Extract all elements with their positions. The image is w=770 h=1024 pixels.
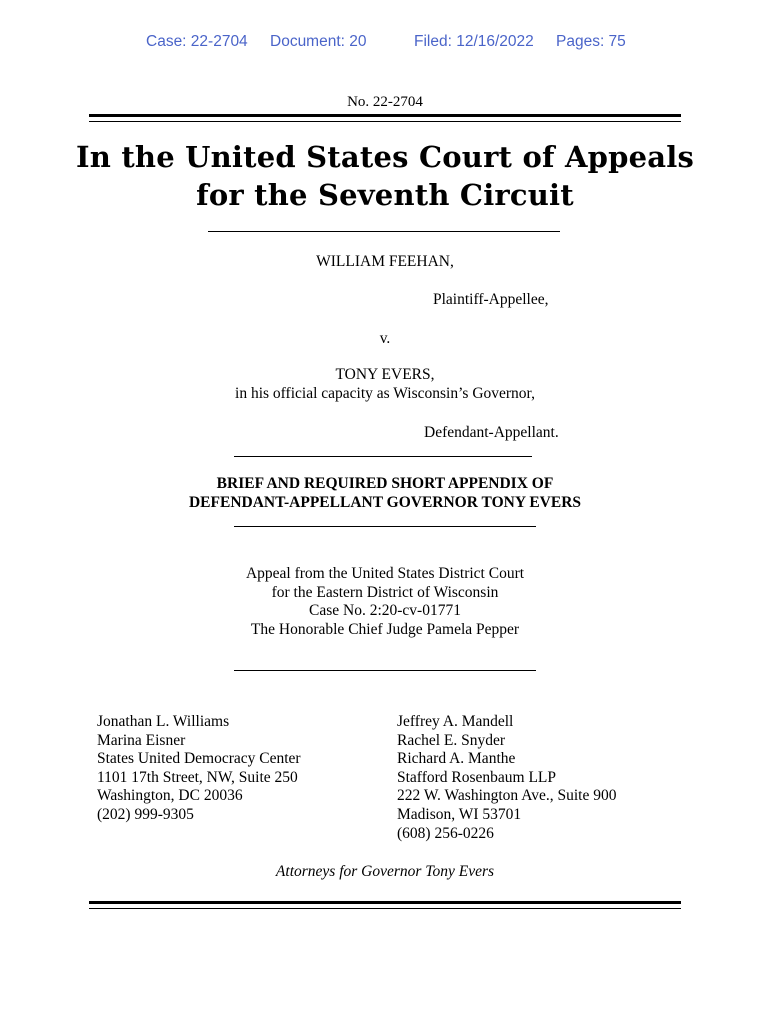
appeal-information	[0, 565, 770, 639]
divider-line	[234, 670, 536, 671]
counsel-block-right	[397, 713, 617, 843]
defendant-role: Defendant-Appellant.	[424, 424, 559, 441]
court-heading	[0, 138, 770, 214]
divider-line	[234, 526, 536, 527]
plaintiff-role: Plaintiff-Appellee,	[433, 291, 549, 308]
counsel-line: 222 W. Washington Ave., Suite 900	[397, 787, 617, 805]
counsel-line: (608) 256-0226	[397, 824, 494, 842]
counsel-line: Rachel E. Snyder	[397, 731, 506, 749]
counsel-line: 1101 17th Street, NW, Suite 250	[97, 768, 298, 786]
counsel-line: Madison, WI 53701	[397, 805, 522, 823]
counsel-line: (202) 999-9305	[97, 805, 194, 823]
versus-label: v.	[379, 330, 391, 347]
bottom-double-rule	[89, 901, 681, 909]
appeal-line-3: Case No. 2:20-cv-01771	[309, 602, 461, 619]
counsel-line: Jonathan L. Williams	[97, 713, 230, 730]
defendant-name: TONY EVERS,	[335, 366, 435, 383]
divider-line	[234, 456, 532, 457]
counsel-line: Richard A. Manthe	[397, 750, 516, 768]
brief-title-line-2: DEFENDANT-APPELLANT GOVERNOR TONY EVERS	[188, 494, 582, 511]
stamp-document-number: Document: 20	[270, 33, 367, 50]
attorneys-for-label: Attorneys for Governor Tony Evers	[275, 863, 495, 880]
plaintiff-name: WILLIAM FEEHAN,	[316, 253, 454, 270]
counsel-line: Jeffrey A. Mandell	[397, 713, 514, 730]
appeal-line-4: The Honorable Chief Judge Pamela Pepper	[250, 620, 520, 638]
counsel-line: Stafford Rosenbaum LLP	[397, 768, 557, 786]
court-heading-line-2: for the Seventh Circuit	[196, 178, 574, 212]
stamp-page-count: Pages: 75	[556, 33, 626, 50]
stamp-filed-date: Filed: 12/16/2022	[414, 33, 534, 50]
appeal-line-2: for the Eastern District of Wisconsin	[271, 583, 499, 601]
court-heading-line-1: In the United States Court of Appeals	[75, 140, 694, 174]
docket-number: No. 22-2704	[347, 94, 423, 110]
stamp-case-number: Case: 22-2704	[146, 33, 248, 50]
top-double-rule	[89, 114, 681, 122]
brief-title	[0, 474, 770, 512]
counsel-line: States United Democracy Center	[97, 750, 301, 768]
divider-line	[208, 231, 560, 232]
counsel-block-left	[97, 713, 301, 825]
counsel-line: Marina Eisner	[97, 731, 186, 749]
court-filing-stamp	[0, 33, 770, 53]
brief-title-line-1: BRIEF AND REQUIRED SHORT APPENDIX OF	[216, 475, 554, 492]
defendant-capacity: in his official capacity as Wisconsin’s Governor,	[235, 385, 535, 402]
appeal-line-1: Appeal from the United States District Court	[245, 565, 525, 582]
counsel-line: Washington, DC 20036	[97, 787, 243, 805]
